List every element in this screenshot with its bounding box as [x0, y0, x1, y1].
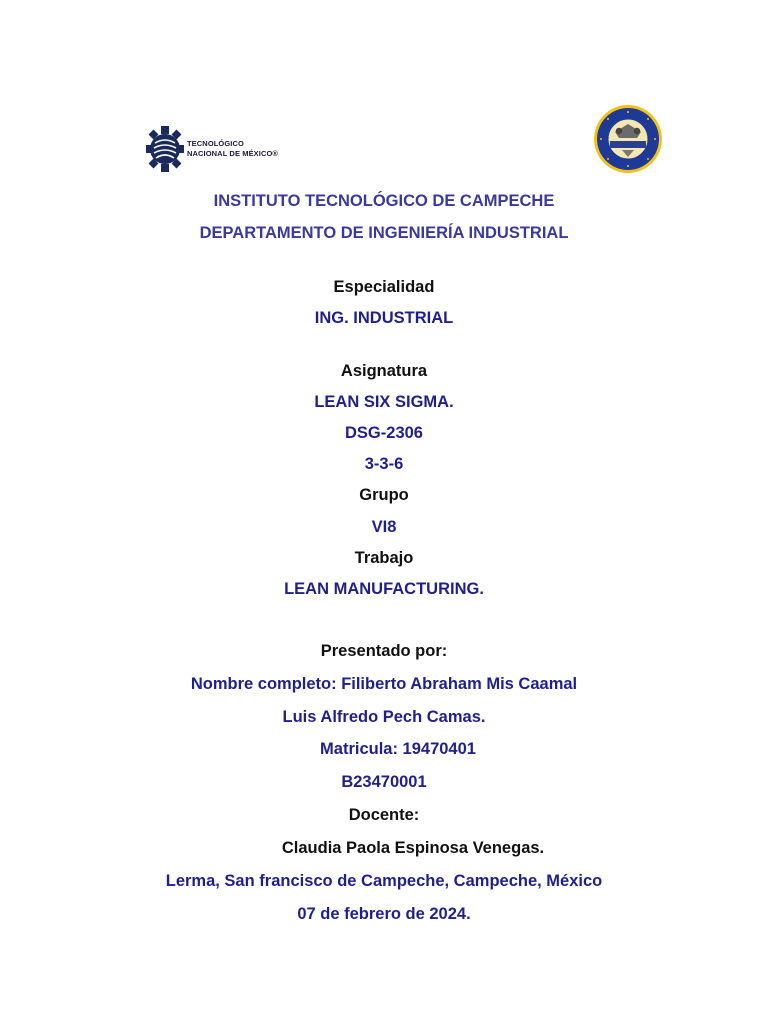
presenter-name-line1: Nombre completo: Filiberto Abraham Mis Caamal — [190, 675, 578, 693]
presenter-id-line2: B23470001 — [341, 773, 427, 791]
presenter-id-line1: Matricula: 19470401 — [320, 740, 476, 758]
subject-credits: 3-3-6 — [364, 455, 404, 473]
location-line: Lerma, San francisco de Campeche, Campeche, México — [165, 872, 603, 890]
tecnm-logo — [146, 121, 279, 177]
subject-code: DSG-2306 — [345, 424, 423, 442]
group-label: Grupo — [359, 486, 409, 504]
subject-name: LEAN SIX SIGMA. — [314, 393, 454, 411]
group-value: VI8 — [371, 518, 397, 536]
tecnm-logo-line2: NACIONAL DE MÉXICO® — [187, 148, 279, 158]
teacher-name: Claudia Paola Espinosa Venegas. — [281, 839, 545, 857]
tecnm-gear-icon — [146, 121, 186, 177]
tecnm-logo-line1: TECNOLÓGICO — [187, 139, 244, 148]
itc-seal-logo — [593, 104, 663, 174]
work-label: Trabajo — [354, 549, 414, 567]
department-title: DEPARTAMENTO DE INGENIERÍA INDUSTRIAL — [199, 224, 569, 242]
presenter-label: Presentado por: — [320, 642, 448, 660]
tecnm-logo-text — [187, 139, 278, 158]
presenter-name-line2: Luis Alfredo Pech Camas. — [282, 708, 486, 726]
specialty-label: Especialidad — [333, 278, 435, 296]
work-value: LEAN MANUFACTURING. — [284, 580, 484, 598]
teacher-label: Docente: — [348, 806, 420, 824]
seal-emblem-icon — [593, 104, 663, 174]
institute-title: INSTITUTO TECNOLÓGICO DE CAMPECHE — [213, 192, 555, 210]
specialty-value: ING. INDUSTRIAL — [314, 309, 454, 327]
subject-label: Asignatura — [340, 362, 428, 380]
date-line: 07 de febrero de 2024. — [297, 905, 471, 923]
